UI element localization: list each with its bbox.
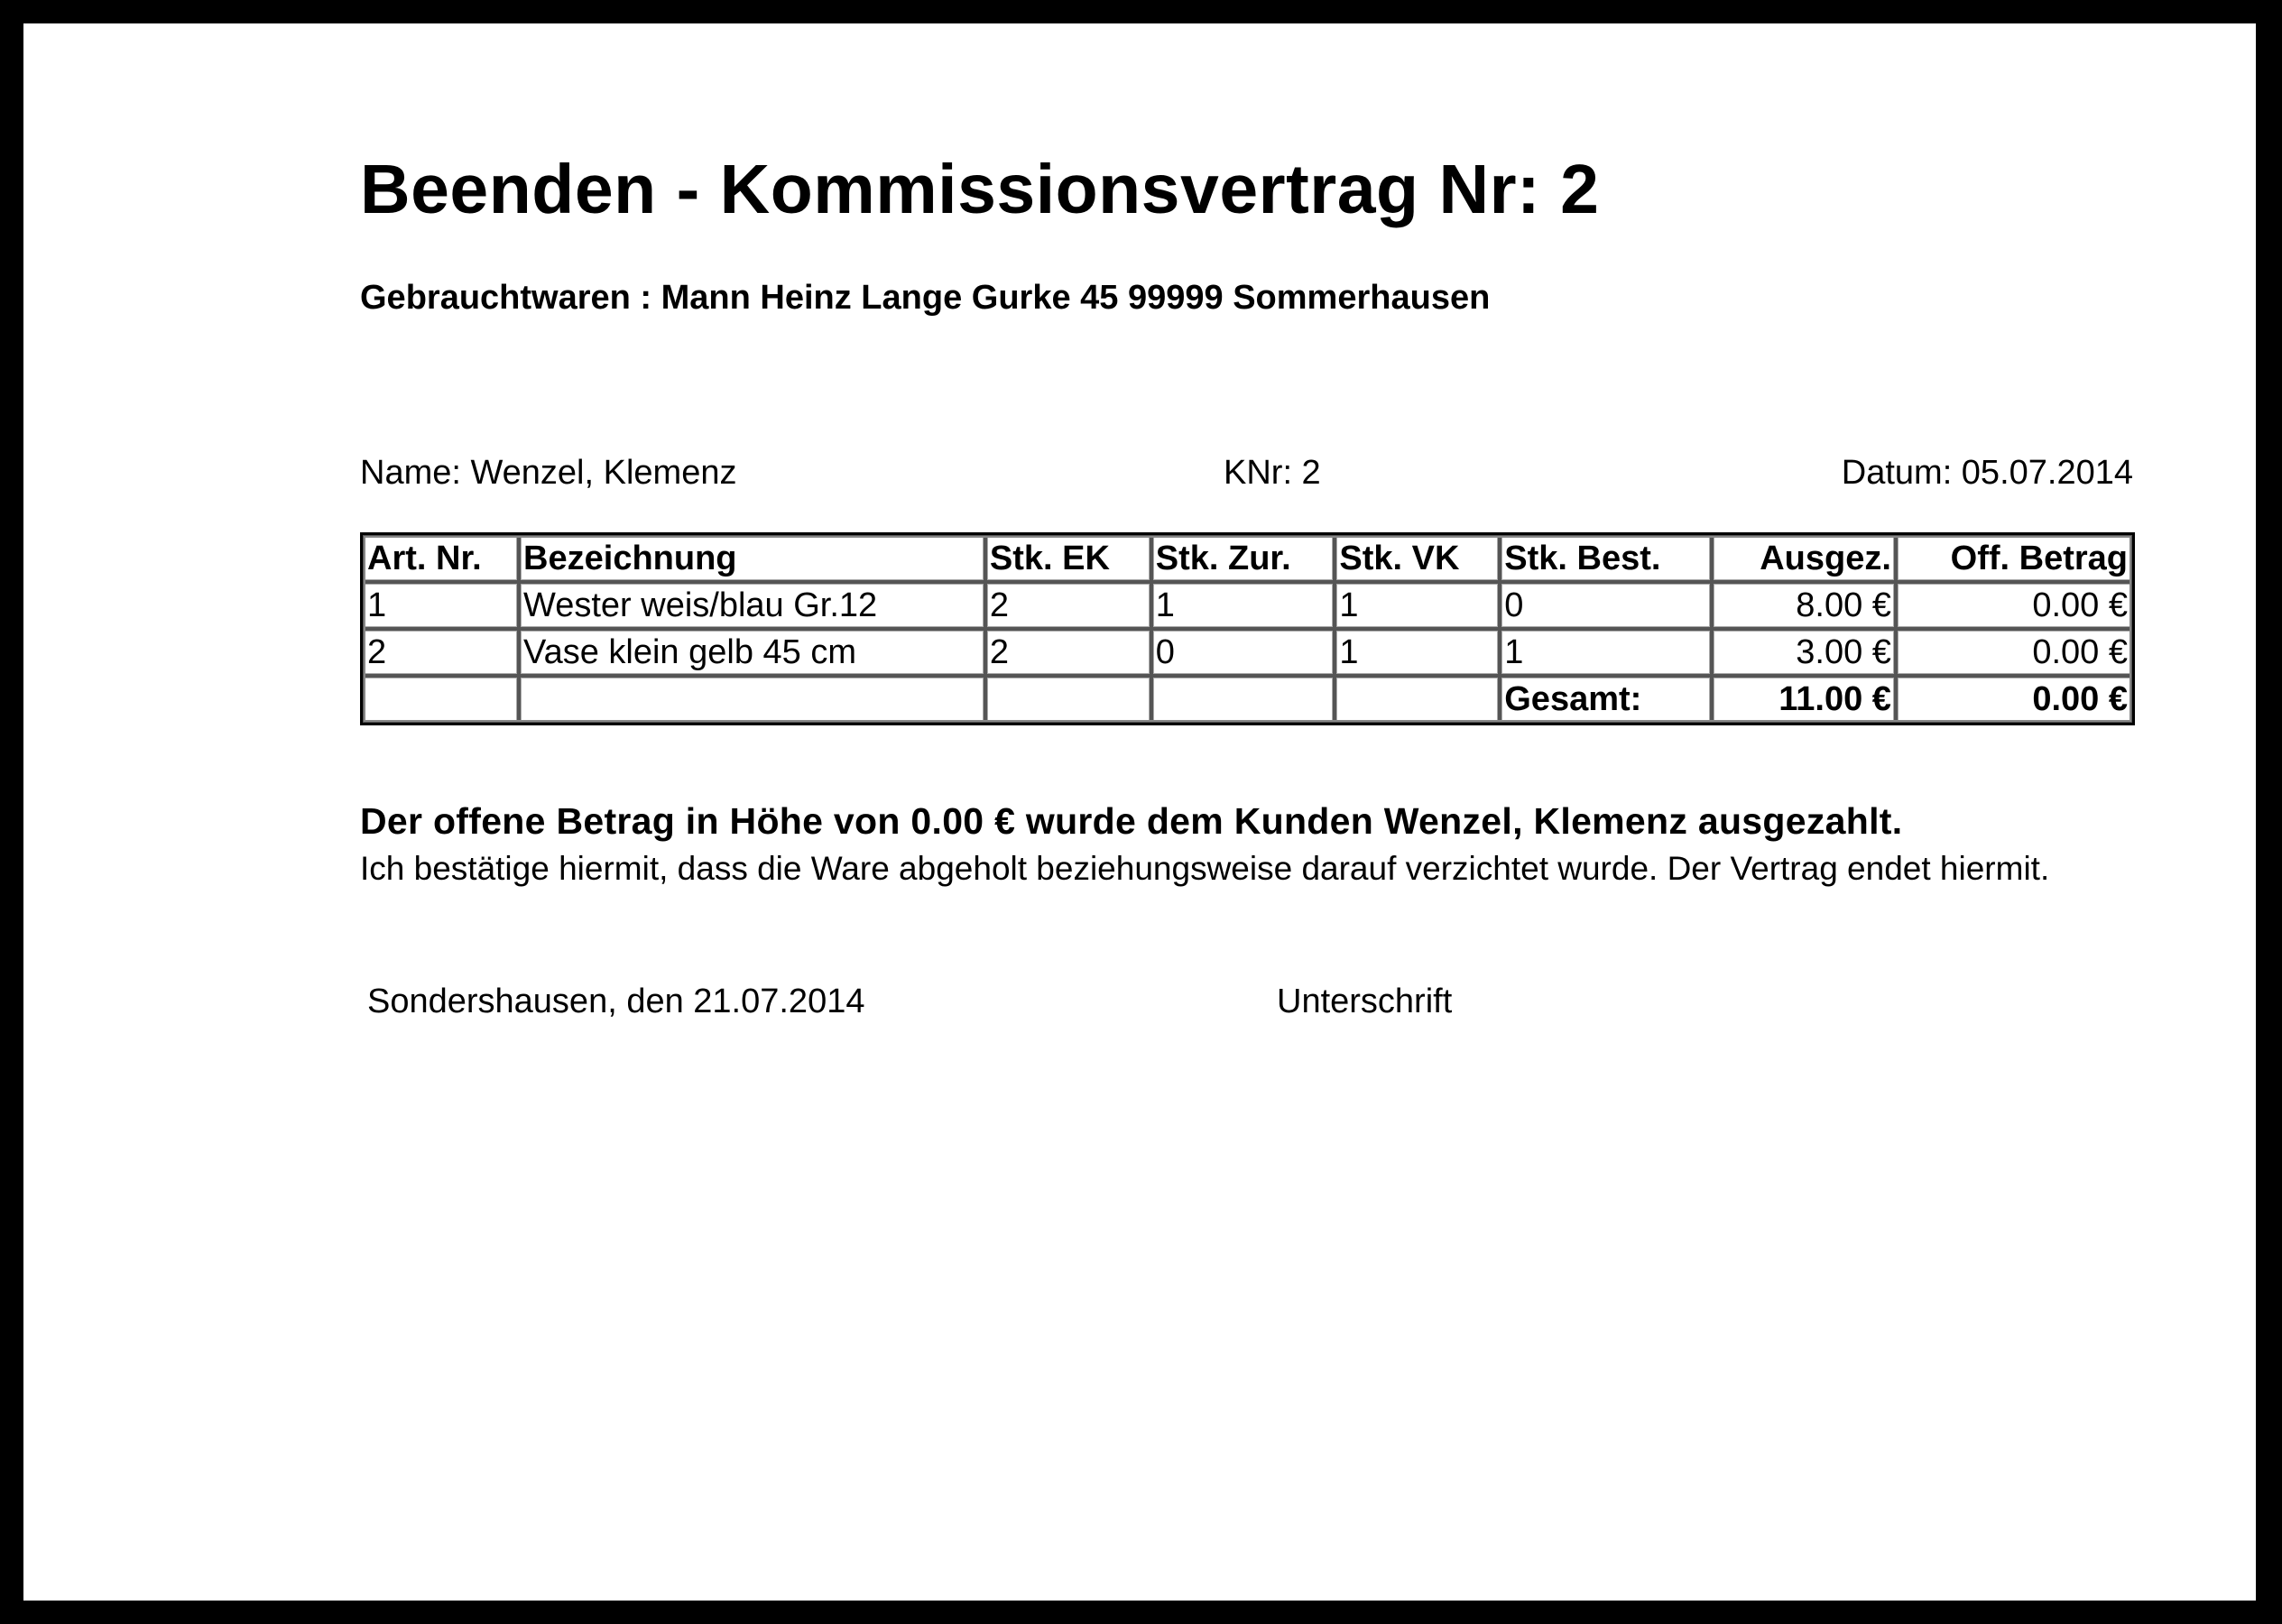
cell-stk-best: 1 (1500, 629, 1712, 676)
cell-ausgez: 8.00 € (1712, 582, 1895, 629)
cell-stk-vk: 1 (1335, 629, 1500, 676)
column-header-stk-vk: Stk. VK (1335, 535, 1500, 582)
customer-name: Name: Wenzel, Klemenz (360, 454, 737, 492)
place-date: Sondershausen, den 21.07.2014 (367, 983, 865, 1020)
cell-stk-zur: 1 (1151, 582, 1335, 629)
column-header-art-nr: Art. Nr. (363, 535, 519, 582)
cell-off-betrag: 0.00 € (1896, 582, 2132, 629)
customer-info-row (360, 454, 2133, 499)
cell-off-betrag: 0.00 € (1896, 629, 2132, 676)
payout-statement: Der offene Betrag in Höhe von 0.00 € wurde dem Kunden Wenzel, Klemenz ausgezahlt. (360, 800, 1903, 842)
column-header-stk-zur: Stk. Zur. (1151, 535, 1335, 582)
cell-art-nr: 2 (363, 629, 519, 676)
cell-empty (985, 676, 1151, 723)
signature-label: Unterschrift (1277, 983, 1453, 1020)
cell-stk-zur: 0 (1151, 629, 1335, 676)
cell-ausgez: 3.00 € (1712, 629, 1895, 676)
contract-date: Datum: 05.07.2014 (1841, 454, 2133, 492)
document-page (23, 23, 2256, 1601)
cell-empty (1335, 676, 1500, 723)
total-off-betrag: 0.00 € (1896, 676, 2132, 723)
column-header-ausgez: Ausgez. (1712, 535, 1895, 582)
document-title: Beenden - Kommissionsvertrag Nr: 2 (360, 151, 1600, 228)
total-label: Gesamt: (1500, 676, 1712, 723)
column-header-bezeichnung: Bezeichnung (519, 535, 985, 582)
column-header-off-betrag: Off. Betrag (1896, 535, 2132, 582)
cell-bezeichnung: Vase klein gelb 45 cm (519, 629, 985, 676)
cell-stk-ek: 2 (985, 629, 1151, 676)
cell-empty (1151, 676, 1335, 723)
column-header-stk-ek: Stk. EK (985, 535, 1151, 582)
table-row (363, 582, 2132, 629)
table-total-row (363, 676, 2132, 723)
confirmation-text: Ich bestätige hiermit, dass die Ware abgeholt beziehungsweise darauf verzichtet wurde. Der Vertrag endet hiermit. (360, 850, 2050, 887)
cell-empty (519, 676, 985, 723)
items-table (360, 532, 2135, 725)
cell-stk-best: 0 (1500, 582, 1712, 629)
cell-stk-vk: 1 (1335, 582, 1500, 629)
customer-number: KNr: 2 (1224, 454, 1321, 492)
table-header-row (363, 535, 2132, 582)
cell-empty (363, 676, 519, 723)
cell-art-nr: 1 (363, 582, 519, 629)
total-ausgez: 11.00 € (1712, 676, 1895, 723)
table-row (363, 629, 2132, 676)
cell-stk-ek: 2 (985, 582, 1151, 629)
cell-bezeichnung: Wester weis/blau Gr.12 (519, 582, 985, 629)
dealer-address: Gebrauchtwaren : Mann Heinz Lange Gurke 45 99999 Sommerhausen (360, 279, 1491, 317)
column-header-stk-best: Stk. Best. (1500, 535, 1712, 582)
